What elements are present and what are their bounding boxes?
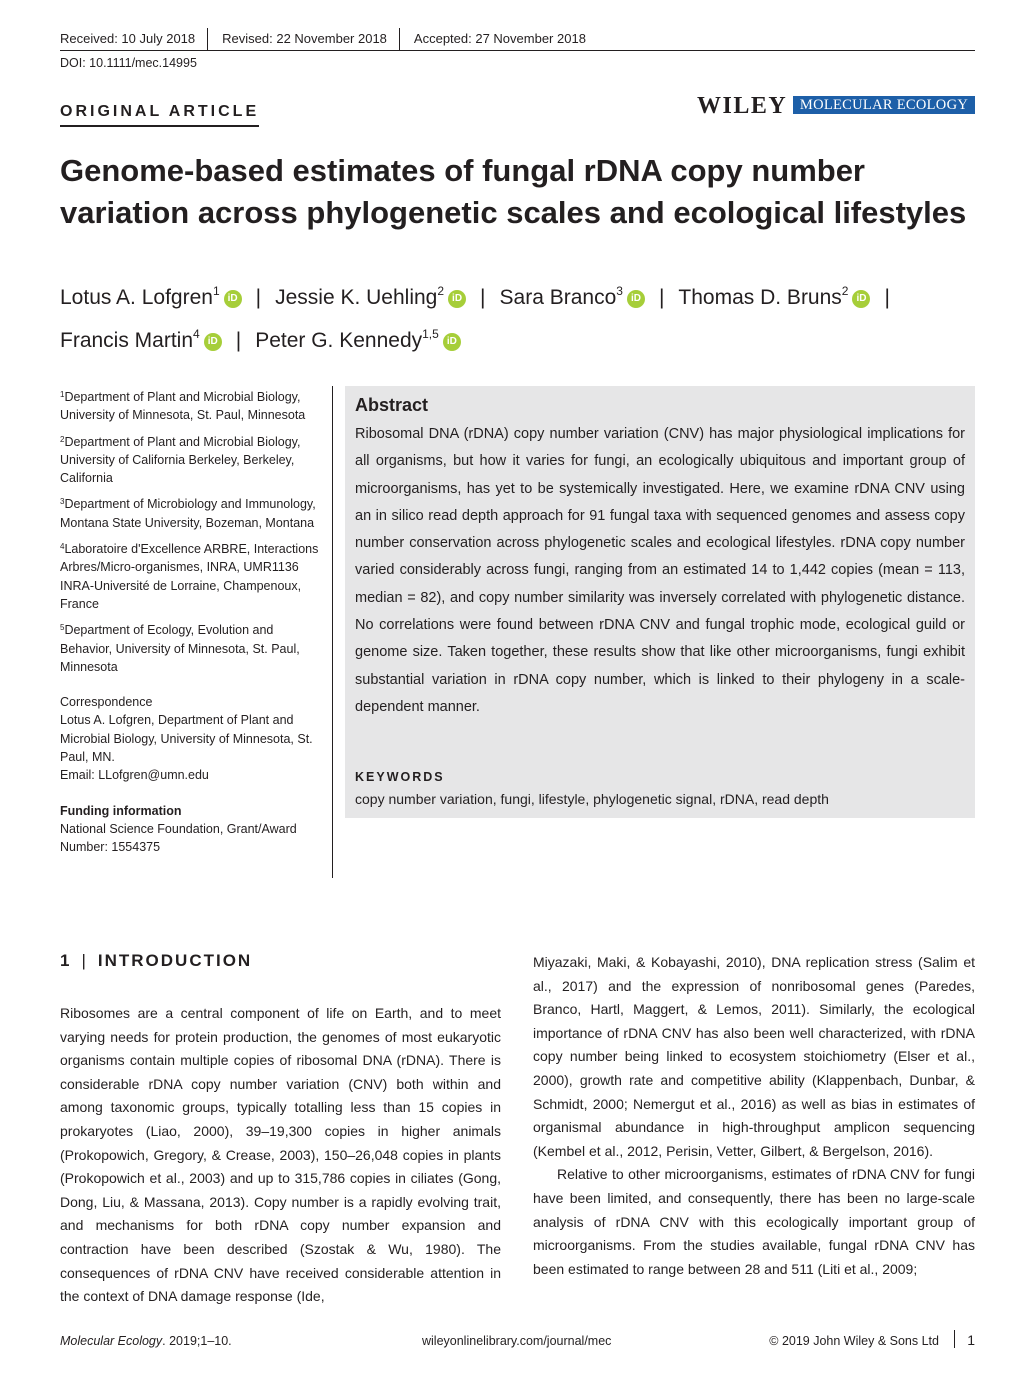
journal-logo: MOLECULAR ECOLOGY	[793, 96, 975, 114]
author[interactable]: Thomas D. Bruns$^2$iD	[678, 286, 870, 309]
author-list	[60, 273, 990, 359]
orcid-icon[interactable]: iD	[443, 333, 461, 351]
author-separator: |	[235, 329, 242, 352]
author[interactable]: Sara Branco$^3$iD	[500, 286, 645, 309]
orcid-icon[interactable]: iD	[204, 333, 222, 351]
funding	[60, 802, 322, 857]
orcid-icon[interactable]: iD	[224, 290, 242, 308]
funding-text: National Science Foundation, Grant/Award Number: 1554375	[60, 821, 297, 855]
divider	[399, 28, 400, 50]
paragraph: Relative to other microorganisms, estimates of rDNA CNV for fungi have been limited, and consequently, there has been no large-scale analysis of rDNA CNV with this ecologically important group of microorganisms. From the studies available, fungal rDNA CNV has been estimated to range between 28 and 511 (Liti et al., 2009;	[533, 1166, 975, 1277]
received-date: Received: 10 July 2018	[60, 31, 196, 46]
affiliations-column	[60, 386, 322, 857]
author-separator: |	[884, 286, 890, 309]
affiliation: $^1$Department of Plant and Microbial Biology, University of Minnesota, St. Paul, Minnesota	[60, 390, 306, 423]
paragraph: Miyazaki, Maki, & Kobayashi, 2010), DNA replication stress (Salim et al., 2017) and the expression of nonribosomal genes (Paredes, Branco, Hartl, Maggert, & Lemos, 2011). Similarly, the ecological importance of rDNA CNV has also been well characterized, with rDNA copy number being linked to ecosystem stoichiometry (Elser et al., 2000), growth rate and competitive ability (Klappenbach, Dunbar, & Schmidt, 2000; Nemergut et al., 2016) as well as bias in estimates of organismal abundance in high-throughput amplicon sequencing (Kembel et al., 2012, Perisin, Vetter, Gilbert, & Bergelson, 2016).	[533, 954, 975, 1159]
affiliation: $^4$Laboratoire d'Excellence ARBRE, Interactions Arbres/Micro-organismes, INRA, UMR1136 INRA-Université de Lorraine, Champenoux, France	[60, 542, 319, 611]
revised-date: Revised: 22 November 2018	[222, 31, 387, 46]
author[interactable]: Jessie K. Uehling$^2$iD	[275, 286, 466, 309]
abstract-text: Ribosomal DNA (rDNA) copy number variation (CNV) has major physiological implications for all organisms, but how it varies for fungi, an ecologically ubiquitous and important group of microorganisms, has yet to be systemically investigated. Here, we examine rDNA CNV using an in silico read depth approach for 91 fungal taxa with sequenced genomes and assess copy number conservation across phylogenetic scales and ecological lifestyles. rDNA copy number varied considerably across fungi, ranging from an estimated 14 to 1,442 copies (mean = 113, median = 82), and copy number similarity was inversely correlated with phylogenetic distance. No correlations were found between rDNA CNV and fungal trophic mode, ecological guild or genome size. Taken together, these results show that like other microorganisms, fungi exhibit substantial variation in rDNA copy number, which is linked to their phylogeny in a scale-dependent manner.	[355, 426, 965, 715]
article-type: ORIGINAL ARTICLE	[60, 103, 259, 127]
section-separator: |	[81, 951, 88, 970]
body-column-1: Ribosomes are a central component of life on Earth, and to meet varying needs for protein production, the genomes of most eukaryotic organisms contain multiple copies of ribosomal DNA (rDNA). There is considerable rDNA copy number variation (CNV) both within and among taxonomic groups, typically totalling less than 15 copies in prokaryotes (Liao, 2000), 39–19,300 copies in higher animals (Prokopowich, Gregory, & Crease, 2003), 150–26,048 copies in plants (Prokopowich et al., 2003) and up to 315,786 copies in ciliates (Gong, Dong, Liu, & Massana, 2013). Copy number is a rapidly evolving trait, and mechanisms for both rDNA copy number expansion and contraction have been described (Szostak & Wu, 1980). The consequences of rDNA CNV have received considerable attention in the context of DNA damage response (Ide,	[60, 1005, 501, 1305]
orcid-icon[interactable]: iD	[627, 290, 645, 308]
page-number: 1	[967, 1332, 975, 1348]
column-divider	[332, 386, 333, 878]
author-separator: |	[255, 286, 262, 309]
divider	[954, 1330, 955, 1348]
author-separator: |	[658, 286, 665, 309]
section-number: 1	[60, 951, 72, 970]
author[interactable]: Peter G. Kennedy$^{1,5}$iD	[255, 329, 461, 352]
footer-citation: Molecular Ecology. 2019;1–10.	[60, 1334, 232, 1348]
title-line-1: Genome-based estimates of fungal rDNA copy number	[60, 153, 866, 188]
accepted-date: Accepted: 27 November 2018	[413, 31, 586, 46]
keywords-heading: KEYWORDS	[355, 770, 445, 784]
doi[interactable]: DOI: 10.1111/mec.14995	[60, 56, 197, 70]
footer-copyright: © 2019 John Wiley & Sons Ltd	[769, 1334, 939, 1348]
author[interactable]: Francis Martin$^4$iD	[60, 329, 222, 352]
affiliation: $^2$Department of Plant and Microbial Biology, University of California Berkeley, Berkeley, California	[60, 434, 301, 486]
correspondence	[60, 693, 322, 784]
author-line-2	[60, 316, 990, 359]
correspondence-text: Lotus A. Lofgren, Department of Plant and Microbial Biology, University of Minnesota, St. Paul, MN.	[60, 713, 313, 765]
funding-heading: Funding information	[60, 803, 182, 818]
affiliation: $^3$Department of Microbiology and Immunology, Montana State University, Bozeman, Montana	[60, 497, 316, 530]
article-title	[60, 150, 990, 234]
section-heading	[60, 951, 252, 971]
title-line-2: variation across phylogenetic scales and ecological lifestyles	[60, 195, 967, 230]
publication-dates	[60, 30, 975, 51]
affiliation: $^5$Department of Ecology, Evolution and Behavior, University of Minnesota, St. Paul, Minnesota	[60, 623, 300, 674]
footer-url[interactable]: wileyonlinelibrary.com/journal/mec	[422, 1334, 612, 1348]
orcid-icon[interactable]: iD	[852, 290, 870, 308]
author[interactable]: Lotus A. Lofgren$^1$iD	[60, 286, 242, 309]
keywords-text: copy number variation, fungi, lifestyle, phylogenetic signal, rDNA, read depth	[355, 791, 829, 807]
author-separator: |	[480, 286, 486, 309]
body-column-2	[533, 951, 975, 1281]
divider	[207, 28, 208, 50]
correspondence-email[interactable]: Email: LLofgren@umn.edu	[60, 768, 209, 783]
author-line-1	[60, 273, 990, 316]
abstract-heading: Abstract	[355, 395, 429, 415]
orcid-icon[interactable]: iD	[448, 290, 466, 308]
publisher-logo: WILEY	[697, 93, 788, 119]
correspondence-heading: Correspondence	[60, 695, 153, 710]
section-title: INTRODUCTION	[97, 951, 253, 970]
